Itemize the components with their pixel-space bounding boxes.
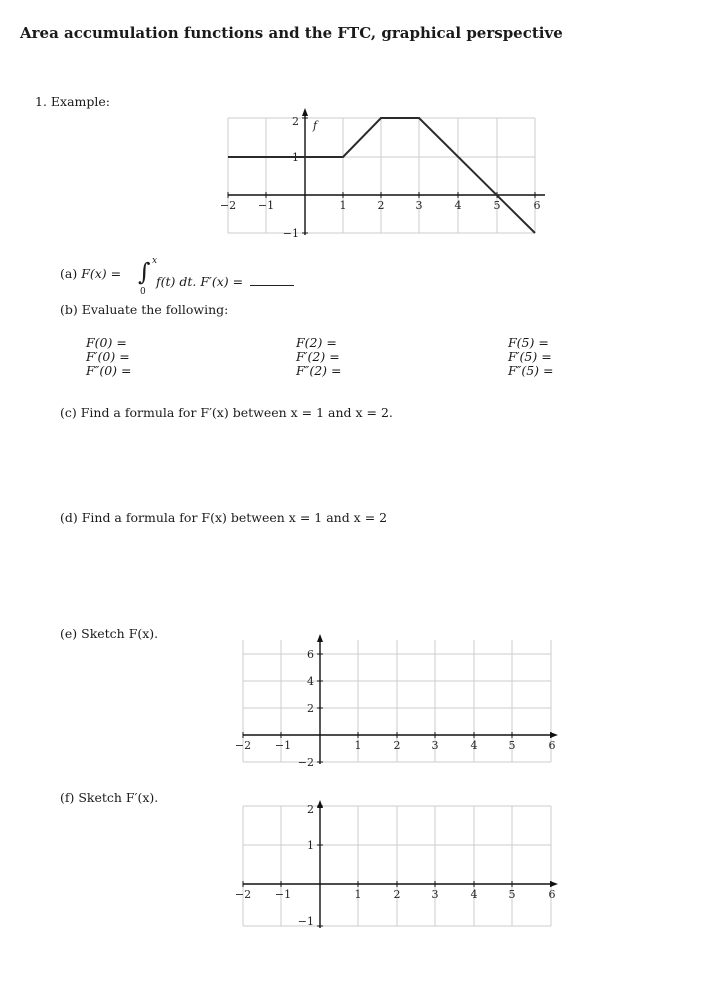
Fp-x-tick-label: 6 [548,888,556,901]
F-x-tick-label: 4 [470,739,478,752]
f-y-tick-label: −1 [282,227,299,240]
Fp-x-tick-label: −2 [234,888,252,901]
F-x-tick-label: −1 [274,739,292,752]
F-x-tick-label: 1 [354,739,362,752]
part-f-label: (f) Sketch F′(x). [60,790,159,805]
F-y-tick-label: 6 [307,648,314,661]
F-x-tick-label: 3 [431,739,439,752]
f-x-tick-label: 3 [415,199,423,212]
part-a-lhs: F(x) = [81,266,122,281]
Fp-x-tick-label: 2 [393,888,401,901]
part-b-item: F(0) = [86,335,127,350]
f-x-tick-label: 1 [339,199,347,212]
f-x-tick-label: 2 [377,199,385,212]
part-b-item: F′(5) = [508,349,552,364]
Fp-x-tick-label: 4 [470,888,478,901]
part-d: (d) Find a formula for F(x) between x = 1 and x = 2 [60,510,388,525]
f-y-tick-label: 1 [292,151,299,164]
F-x-tick-label: 6 [548,739,556,752]
part-b-label: (b) Evaluate the following: [60,302,229,317]
F-x-tick-label: 5 [508,739,516,752]
page-title: Area accumulation functions and the FTC, graphical perspective [20,24,563,42]
Fp-x-tick-label: 3 [431,888,439,901]
part-e-label: (e) Sketch F(x). [60,626,159,641]
part-b-item: F″(0) = [86,363,132,378]
f-x-tick-label: 6 [533,199,541,212]
part-a-upper-limit: x [152,256,158,266]
integral-sign-icon: ∫ [138,258,151,286]
Fp-y-arrow [317,800,323,808]
f-y-tick-label: 2 [292,115,299,128]
problem-label: 1. Example: [35,94,110,109]
part-a-prefix: (a) [60,266,82,281]
Fp-x-tick-label: 1 [354,888,362,901]
part-b-item: F(5) = [508,335,549,350]
part-b-item: F″(5) = [508,363,554,378]
f-x-tick-label: 5 [493,199,501,212]
part-a-question: F′(x) = [200,274,244,289]
F-y-tick-label: 2 [307,702,314,715]
f-x-tick-label: −2 [219,199,237,212]
part-a-integrand: f(t) dt. [156,274,197,289]
F-y-tick-label: 4 [307,675,314,688]
part-b-item: F(2) = [296,335,337,350]
part-b-item: F′(0) = [86,349,130,364]
part-c: (c) Find a formula for F′(x) between x = 1 and x = 2. [60,405,393,420]
f-x-tick-label: −1 [257,199,275,212]
f-x-tick-label: 4 [454,199,462,212]
Fp-y-tick-label: −1 [297,915,314,928]
Fp-y-tick-label: 2 [307,803,314,816]
Fp-x-tick-label: −1 [274,888,292,901]
part-b-item: F″(2) = [296,363,342,378]
Fp-y-tick-label: 1 [307,839,314,852]
F-x-tick-label: −2 [234,739,252,752]
part-a-lower-limit: 0 [140,287,146,297]
F-y-tick-label: −2 [297,756,314,769]
Fp-x-tick-label: 5 [508,888,516,901]
f-function-label: f [313,119,318,132]
part-b-item: F′(2) = [296,349,340,364]
F-x-tick-label: 2 [393,739,401,752]
